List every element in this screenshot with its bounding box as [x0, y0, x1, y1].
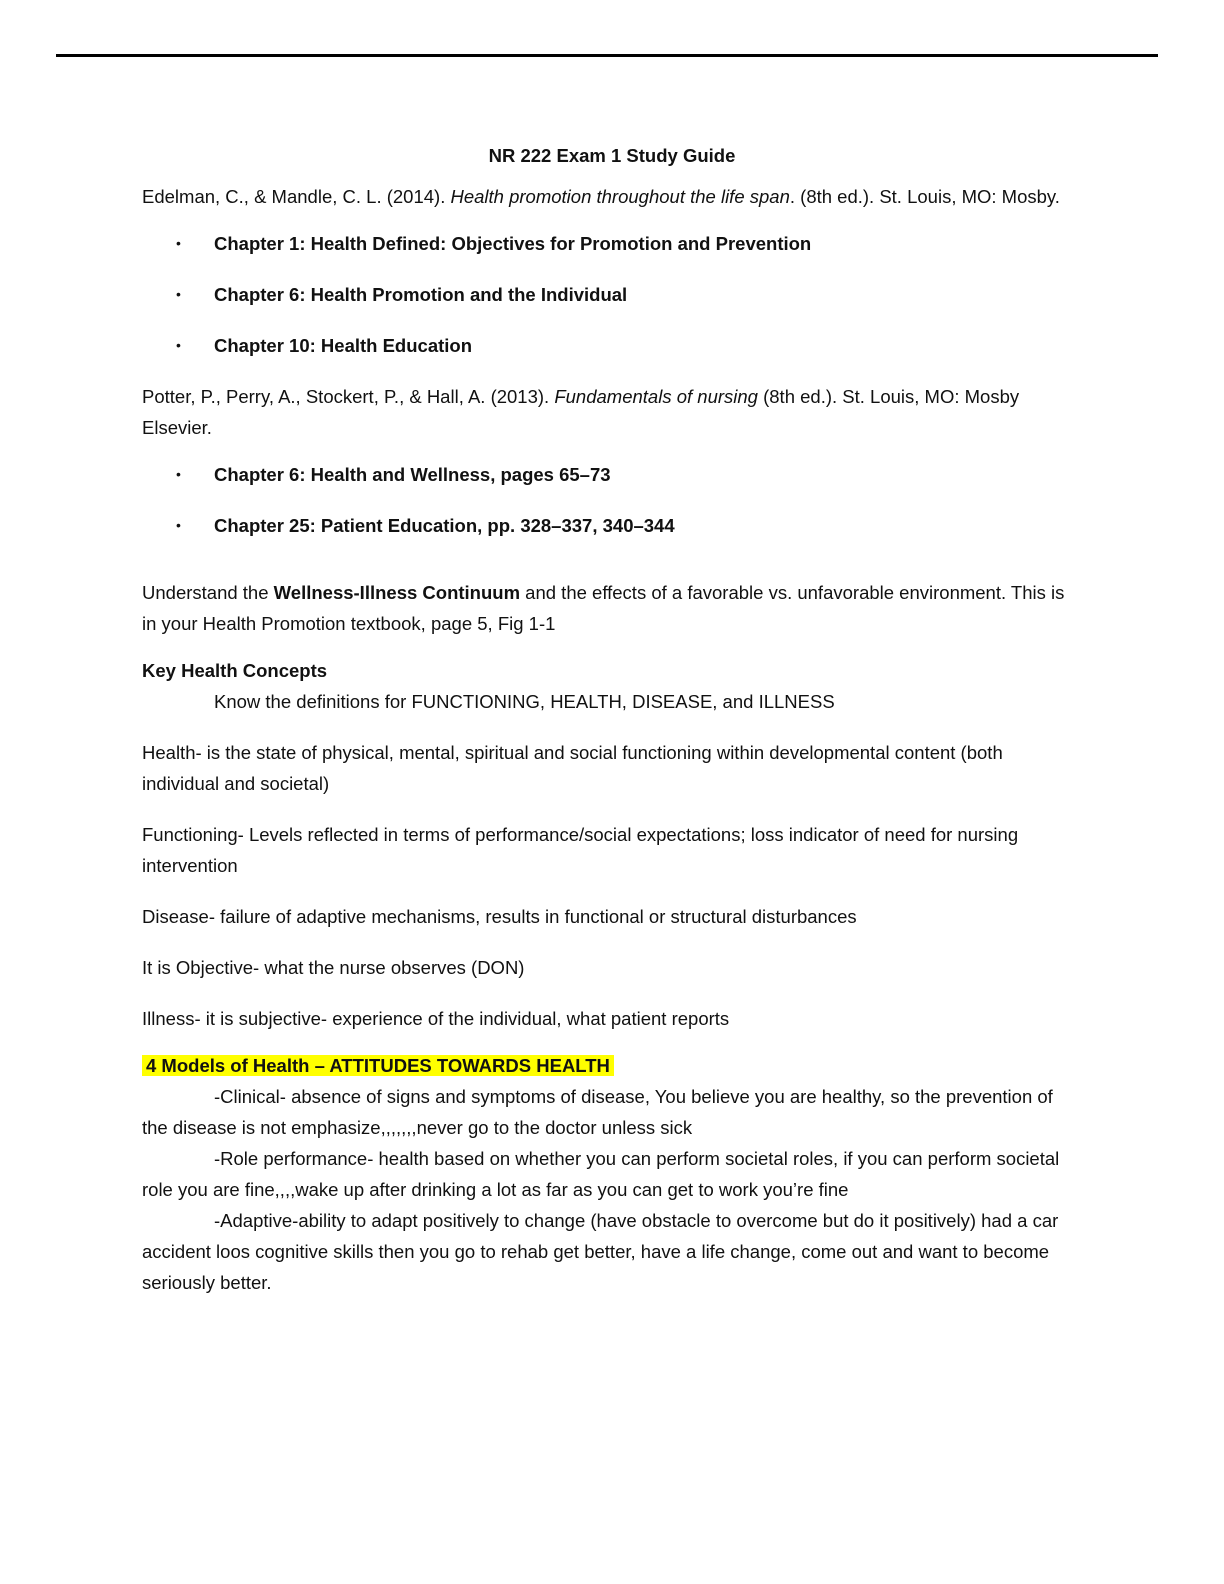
top-rule — [56, 54, 1158, 57]
models-heading-row — [142, 1050, 1082, 1081]
key-concepts-heading: Key Health Concepts — [142, 660, 328, 681]
document-content — [142, 140, 1082, 1298]
reference-potter: Potter, P., Perry, A., Stockert, P., & Hall, A. (2013). Fundamentals of nursing (8th ed.). St. Louis, MO: Mosby Elsevier. — [142, 386, 1020, 438]
model-adaptive: -Adaptive-ability to adapt positively to change (have obstacle to overcome but do it positively) had a car accident loos cognitive skills then you go to rehab get better, have a life change, come out and want to become seriously better. — [142, 1210, 1059, 1293]
chapter-item: • Chapter 6: Health Promotion and the Individual — [142, 279, 1082, 310]
models-heading: 4 Models of Health – ATTITUDES TOWARDS HEALTH — [142, 1055, 614, 1076]
chapter-list-edelman — [142, 228, 1082, 361]
chapter-item: • Chapter 1: Health Defined: Objectives for Promotion and Prevention — [142, 228, 1082, 259]
document-title: NR 222 Exam 1 Study Guide — [488, 145, 736, 166]
definition-objective: It is Objective- what the nurse observes (DON) — [142, 957, 525, 978]
model-clinical: -Clinical- absence of signs and symptoms of disease, You believe you are healthy, so the prevention of the disease is not emphasize,,,,,,,never go to the doctor unless sick — [142, 1086, 1053, 1138]
chapter-item: • Chapter 25: Patient Education, pp. 328–337, 340–344 — [142, 510, 1082, 541]
definition-health: Health- is the state of physical, mental, spiritual and social functioning within developmental content (both individual and societal) — [142, 742, 1003, 794]
definition-disease: Disease- failure of adaptive mechanisms, results in functional or structural disturbances — [142, 906, 857, 927]
continuum-paragraph: Understand the Wellness-Illness Continuum and the effects of a favorable vs. unfavorable environment. This is in your Health Promotion textbook, page 5, Fig 1-1 — [142, 582, 1065, 634]
chapter-item: • Chapter 6: Health and Wellness, pages 65–73 — [142, 459, 1082, 490]
definition-illness: Illness- it is subjective- experience of the individual, what patient reports — [142, 1008, 730, 1029]
chapter-item: • Chapter 10: Health Education — [142, 330, 1082, 361]
definition-functioning: Functioning- Levels reflected in terms of performance/social expectations; loss indicator of need for nursing intervention — [142, 824, 1019, 876]
chapter-list-potter — [142, 459, 1082, 541]
reference-edelman: Edelman, C., & Mandle, C. L. (2014). Health promotion throughout the life span. (8th ed.). St. Louis, MO: Mosby. — [142, 186, 1060, 207]
key-concepts-instruction: Know the definitions for FUNCTIONING, HEALTH, DISEASE, and ILLNESS — [214, 691, 835, 712]
model-role-performance: -Role performance- health based on whether you can perform societal roles, if you can perform societal role you are fine,,,,wake up after drinking a lot as far as you can get to work you’re fine — [142, 1148, 1060, 1200]
